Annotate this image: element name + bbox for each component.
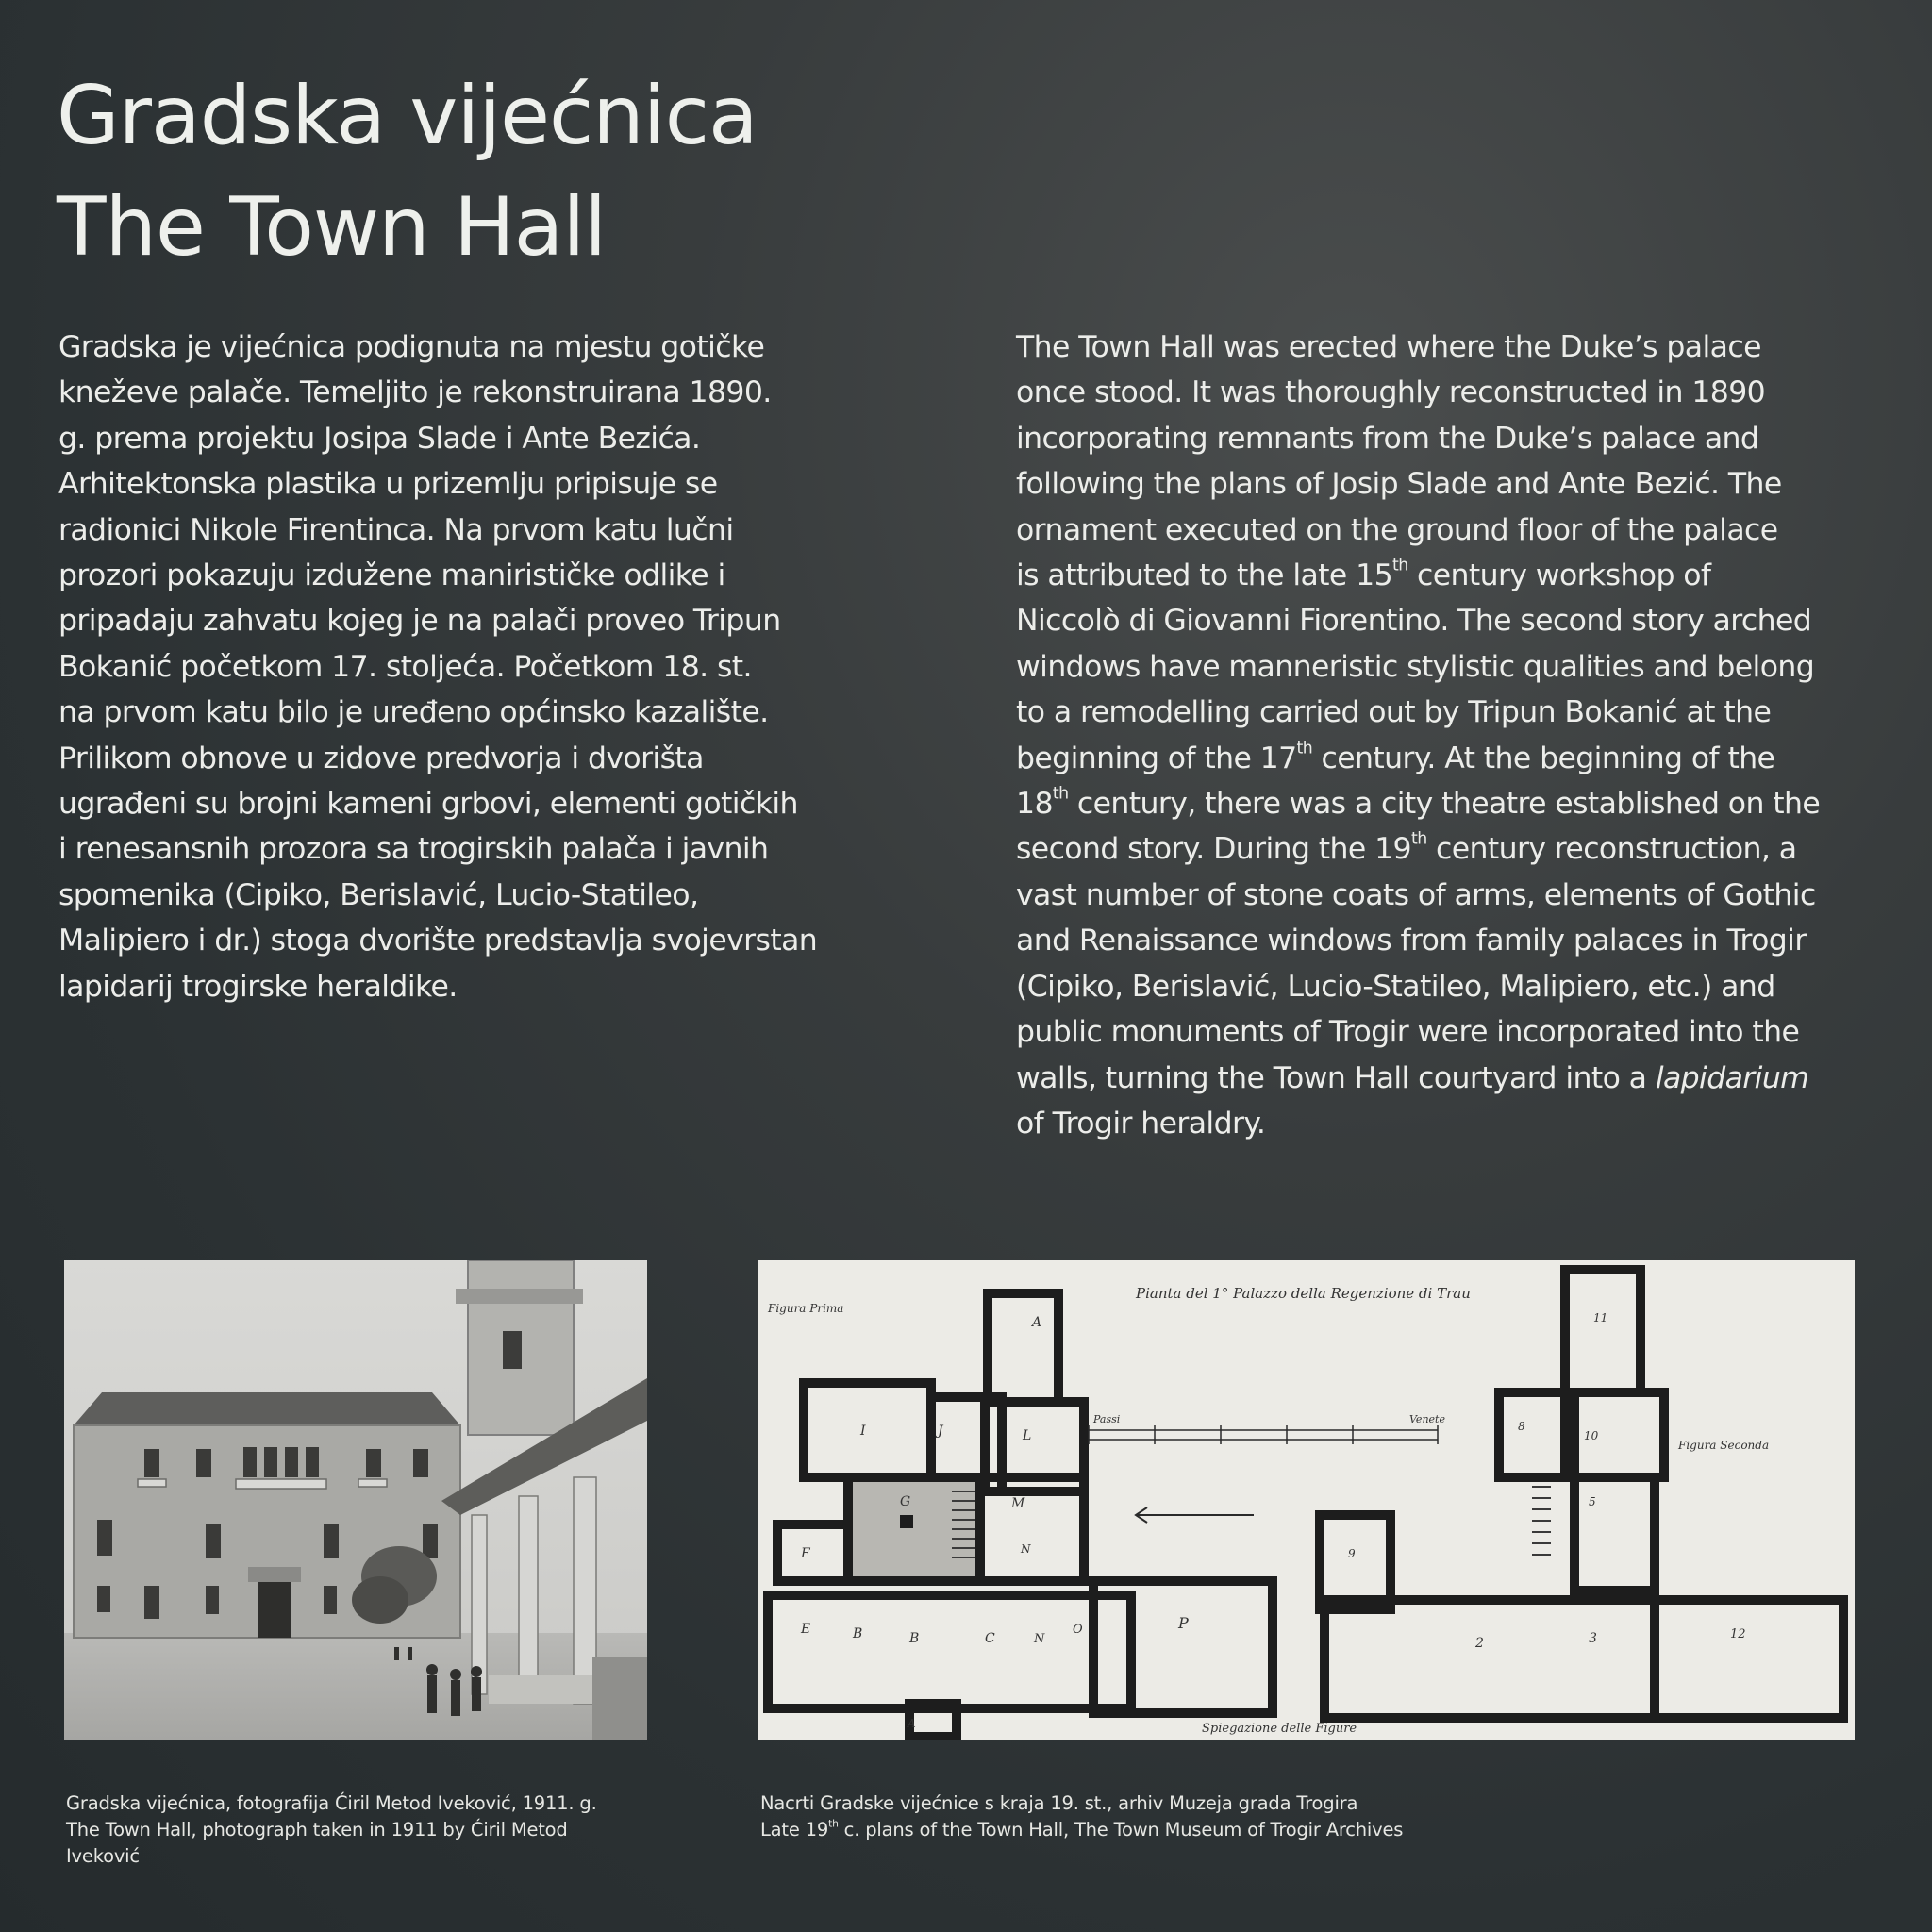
room-label: 8: [1518, 1420, 1525, 1433]
caption-segment: c. plans of the Town Hall, The Town Museum of Trogir Archives: [838, 1819, 1404, 1840]
title-english: The Town Hall: [57, 180, 607, 275]
text-line: [1016, 826, 1884, 872]
text-segment: second story. During the 19: [1016, 832, 1412, 867]
text-line: Niccolò di Giovanni Fiorentino. The second story arched: [1016, 604, 1812, 639]
text-line: g. prema projektu Josipa Slade i Ante Bezića.: [58, 421, 701, 456]
room-label: 12: [1730, 1627, 1746, 1641]
text-line: i renesansnih prozora sa trogirskih palača i javnih: [58, 832, 769, 867]
room-label: F: [801, 1546, 810, 1561]
text-line: [1016, 1056, 1884, 1101]
text-segment: 18: [1016, 787, 1053, 822]
text-line: na prvom katu bilo je uređeno općinsko kazalište.: [58, 695, 769, 730]
room-label: G: [900, 1494, 911, 1509]
room-label: L: [1023, 1428, 1032, 1443]
text-line: spomenika (Cipiko, Berislavić, Lucio-Statileo,: [58, 877, 699, 912]
caption-line: Iveković: [66, 1845, 140, 1867]
room-label: E: [801, 1622, 811, 1637]
text-line: [1016, 553, 1884, 598]
plans-caption: [760, 1790, 1704, 1843]
photograph-caption: [66, 1790, 651, 1870]
room-label: N: [1034, 1632, 1045, 1646]
text-line: once stood. It was thoroughly reconstructed in 1890: [1016, 375, 1766, 410]
town-hall-plans: [758, 1260, 1855, 1740]
text-segment: beginning of the 17: [1016, 741, 1297, 775]
town-hall-photograph: [64, 1260, 647, 1740]
plan-scale-left: Passi: [1093, 1413, 1121, 1425]
ordinal-suffix: th: [1392, 556, 1408, 575]
room-label: 5: [1589, 1495, 1596, 1508]
text-line: Gradska je vijećnica podignuta na mjestu gotičke: [58, 330, 765, 364]
text-line: ugrađeni su brojni kameni grbovi, elementi gotičkih: [58, 787, 798, 822]
room-label: C: [985, 1631, 995, 1646]
text-line: to a remodelling carried out by Tripun Bokanić at the: [1016, 695, 1772, 730]
ordinal-suffix: th: [1296, 739, 1313, 758]
text-segment: century workshop of: [1407, 558, 1711, 593]
caption-line: The Town Hall, photograph taken in 1911 by Ćiril Metod: [66, 1819, 568, 1840]
text-line: The Town Hall was erected where the Duke’s palace: [1016, 330, 1761, 364]
text-line: windows have manneristic stylistic qualities and belong: [1016, 649, 1815, 684]
text-line: radionici Nikole Firentinca. Na prvom katu lučni: [58, 512, 734, 547]
text-line: lapidarij trogirske heraldike.: [58, 969, 458, 1004]
room-label: A: [1032, 1315, 1042, 1330]
room-label: O: [1073, 1623, 1083, 1637]
plan-label-figura-seconda: Figura Seconda: [1678, 1439, 1770, 1452]
text-line: vast number of stone coats of arms, elements of Gothic: [1016, 877, 1816, 912]
text-line: Bokanić početkom 17. stoljeća. Početkom 18. st.: [58, 649, 752, 684]
text-line: pripadaju zahvatu kojeg je na palači proveo Tripun: [58, 604, 781, 639]
room-label: M: [1011, 1496, 1025, 1511]
room-label: 2: [1475, 1636, 1484, 1651]
room-label: 11: [1593, 1311, 1608, 1324]
floor-plan-drawing: [758, 1260, 1855, 1740]
title-croatian: Gradska vijećnica: [57, 69, 758, 163]
ordinal-suffix: th: [1052, 784, 1069, 804]
text-line: prozori pokazuju izdužene manirističke odlike i: [58, 558, 725, 593]
caption-line: Nacrti Gradske vijećnice s kraja 19. st., arhiv Muzeja grada Trogira: [760, 1792, 1358, 1814]
text-line: [1016, 736, 1884, 781]
text-segment: century reconstruction, a: [1426, 832, 1797, 867]
room-label: B: [909, 1631, 920, 1646]
english-text-column: [1016, 325, 1884, 1146]
room-label: 10: [1584, 1429, 1599, 1442]
text-line: and Renaissance windows from family palaces in Trogir: [1016, 924, 1807, 958]
room-label: 3: [1589, 1631, 1597, 1646]
text-line: Arhitektonska plastika u prizemlju pripisuje se: [58, 467, 718, 502]
room-label: N: [1021, 1542, 1031, 1556]
ordinal-suffix: th: [828, 1817, 839, 1830]
text-line: ornament executed on the ground floor of the palace: [1016, 512, 1778, 547]
room-label: J: [938, 1424, 943, 1439]
text-line: (Cipiko, Berislavić, Lucio-Statileo, Malipiero, etc.) and: [1016, 969, 1775, 1004]
text-line: Malipiero i dr.) stoga dvorište predstavlja svojevrstan: [58, 924, 818, 958]
ordinal-suffix: th: [1411, 829, 1427, 849]
plan-header: Pianta del 1° Palazzo della Regenzione di Trau: [1136, 1285, 1471, 1302]
room-label: 9: [1348, 1547, 1356, 1560]
plan-scale-right: Venete: [1409, 1413, 1445, 1425]
room-label: I: [860, 1424, 866, 1439]
text-line: kneževe palače. Temeljito je rekonstruirana 1890.: [58, 375, 772, 410]
text-segment: century, there was a city theatre established on the: [1068, 787, 1821, 822]
caption-line: [760, 1817, 1704, 1843]
text-line: Prilikom obnove u zidove predvorja i dvorišta: [58, 741, 704, 775]
caption-line: Gradska vijećnica, fotografija Ćiril Metod Iveković, 1911. g.: [66, 1792, 597, 1814]
text-segment: is attributed to the late 15: [1016, 558, 1393, 593]
text-line: public monuments of Trogir were incorporated into the: [1016, 1015, 1800, 1050]
croatian-text-column: [58, 325, 908, 1009]
room-label: P: [1178, 1614, 1189, 1632]
plan-label-spiegazione: Spiegazione delle Figure: [1202, 1722, 1357, 1736]
room-label: A: [908, 1717, 916, 1730]
room-label: B: [853, 1626, 863, 1641]
text-line: following the plans of Josip Slade and Ante Bezić. The: [1016, 467, 1782, 502]
text-segment: walls, turning the Town Hall courtyard into a: [1016, 1060, 1656, 1095]
italic-term: lapidarium: [1655, 1060, 1809, 1095]
caption-segment: Late 19: [760, 1819, 829, 1840]
text-line: of Trogir heraldry.: [1016, 1106, 1266, 1141]
text-line: incorporating remnants from the Duke’s palace and: [1016, 421, 1759, 456]
text-line: [1016, 781, 1884, 826]
plan-label-figura-prima: Figura Prima: [768, 1302, 844, 1315]
title-block: [57, 60, 758, 283]
photograph-illustration: [64, 1260, 647, 1740]
text-segment: century. At the beginning of the: [1312, 741, 1775, 775]
